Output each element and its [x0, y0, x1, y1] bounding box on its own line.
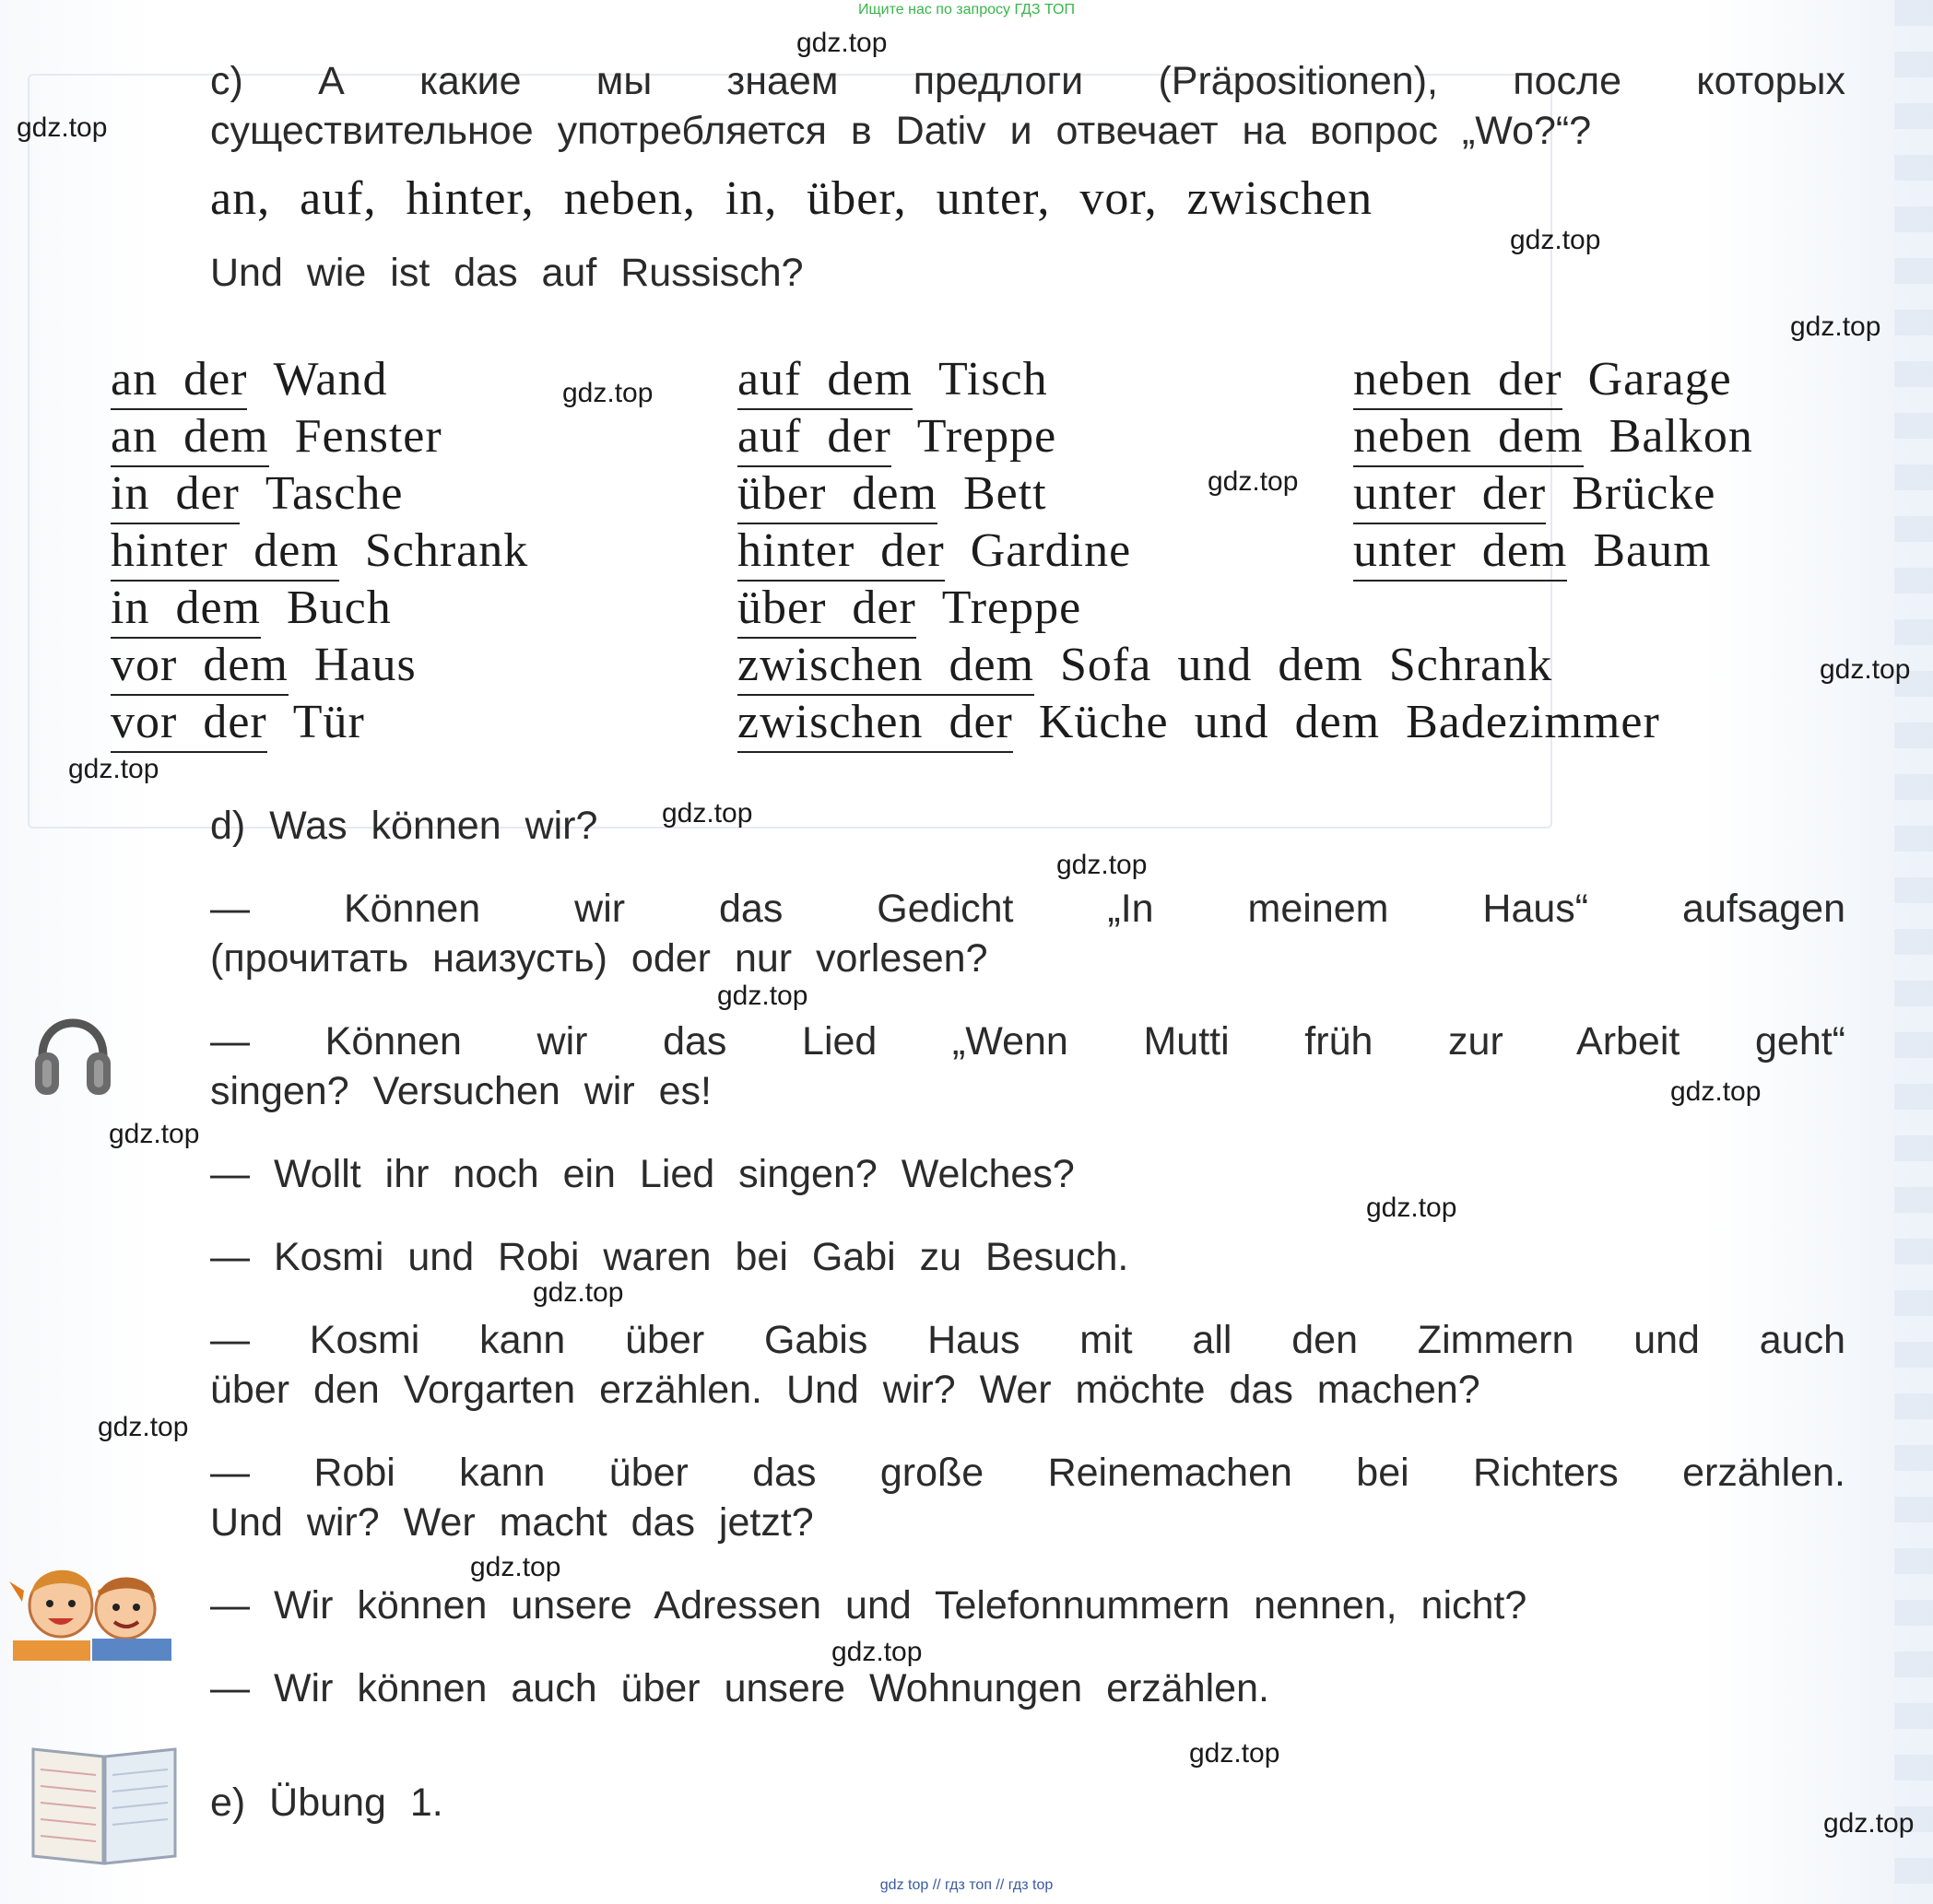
section-d-item2-line2: singen? Versuchen wir es!: [210, 1069, 712, 1113]
russian-question: Und wie ist das auf Russisch?: [210, 251, 804, 295]
section-c-question-line2: существительное употребляется в Dativ и отвечает на вопрос „Wo?“?: [210, 109, 1592, 153]
watermark: gdz.top: [109, 1119, 200, 1149]
example-an-dem-fenster: an dem Fenster: [111, 409, 442, 467]
section-d-title: d) Was können wir?: [210, 804, 598, 848]
watermark: gdz.top: [1208, 466, 1299, 497]
example-unter-dem-baum: unter dem Baum: [1353, 523, 1712, 582]
example-unter-der-bruecke: unter der Brücke: [1353, 466, 1715, 524]
book-icon: [28, 1742, 181, 1869]
example-zwischen-dem-sofa: zwischen dem Sofa und dem Schrank: [737, 638, 1552, 696]
watermark: gdz.top: [717, 981, 808, 1011]
example-auf-dem-tisch: auf dem Tisch: [737, 352, 1048, 410]
watermark: gdz.top: [533, 1277, 624, 1308]
example-vor-dem-haus: vor dem Haus: [111, 638, 417, 696]
top-banner[interactable]: Ищите нас по запросу ГДЗ ТОП: [858, 2, 1075, 18]
section-d-item5-line2: über den Vorgarten erzählen. Und wir? Wer möchte das machen?: [210, 1368, 1480, 1412]
section-d-item8: — Wir können auch über unsere Wohnungen erzählen.: [210, 1666, 1269, 1710]
watermark: gdz.top: [831, 1637, 923, 1667]
watermark: gdz.top: [1670, 1076, 1762, 1107]
section-d-item5-line1: — Kosmi kann über Gabis Haus mit all den Zimmern und auch: [210, 1318, 1845, 1362]
watermark: gdz.top: [1189, 1738, 1280, 1769]
watermark: gdz.top: [1366, 1193, 1457, 1223]
section-e-title: e) Übung 1.: [210, 1781, 443, 1825]
example-auf-der-treppe: auf der Treppe: [737, 409, 1056, 467]
example-hinter-der-gardine: hinter der Gardine: [737, 523, 1131, 582]
watermark: gdz.top: [98, 1412, 189, 1442]
section-d-item1-line1: — Können wir das Gedicht „In meinem Haus“ aufsagen: [210, 887, 1845, 931]
watermark: gdz.top: [17, 112, 108, 143]
section-d-item6-line1: — Robi kann über das große Reinemachen bei Richters erzählen.: [210, 1451, 1845, 1495]
watermark: gdz.top: [662, 798, 753, 829]
section-d-item6-line2: Und wir? Wer macht das jetzt?: [210, 1500, 814, 1545]
example-in-der-tasche: in der Tasche: [111, 466, 403, 524]
watermark: gdz.top: [1820, 654, 1911, 685]
headphones-icon: [31, 995, 114, 1099]
section-c-question-line1: c) А какие мы знаем предлоги (Präpositionen), после которых: [210, 59, 1845, 103]
watermark: gdz.top: [68, 754, 159, 784]
page-edge-strip: [1894, 0, 1933, 1904]
example-vor-der-tuer: vor der Tür: [111, 695, 365, 753]
section-d-item3: — Wollt ihr noch ein Lied singen? Welches?: [210, 1152, 1075, 1196]
section-d-item4: — Kosmi und Robi waren bei Gabi zu Besuch.: [210, 1235, 1129, 1279]
watermark: gdz.top: [1790, 311, 1881, 342]
watermark: gdz.top: [562, 378, 654, 408]
example-ueber-dem-bett: über dem Bett: [737, 466, 1047, 524]
watermark: gdz.top: [1823, 1808, 1915, 1839]
section-d-item2-line1: — Können wir das Lied „Wenn Mutti früh zur Arbeit geht“: [210, 1019, 1845, 1064]
example-in-dem-buch: in dem Buch: [111, 581, 392, 639]
preposition-list: an, auf, hinter, neben, in, über, unter, vor, zwischen: [210, 172, 1373, 225]
section-d-item1-line2: (прочитать наизусть) oder nur vorlesen?: [210, 936, 988, 981]
watermark: gdz.top: [796, 28, 888, 58]
example-hinter-dem-schrank: hinter dem Schrank: [111, 523, 528, 582]
example-an-der-wand: an der Wand: [111, 352, 387, 410]
example-ueber-der-treppe: über der Treppe: [737, 581, 1081, 639]
children-icon: [4, 1554, 181, 1663]
example-neben-der-garage: neben der Garage: [1353, 352, 1732, 410]
section-d-item7: — Wir können unsere Adressen und Telefonnummern nennen, nicht?: [210, 1583, 1527, 1628]
bottom-banner[interactable]: gdz top // гдз топ // гдз top: [879, 1877, 1054, 1893]
watermark: gdz.top: [470, 1552, 561, 1582]
example-neben-dem-balkon: neben dem Balkon: [1353, 409, 1753, 467]
example-zwischen-der-kueche: zwischen der Küche und dem Badezimmer: [737, 695, 1660, 753]
watermark: gdz.top: [1510, 225, 1601, 255]
watermark: gdz.top: [1056, 850, 1148, 880]
